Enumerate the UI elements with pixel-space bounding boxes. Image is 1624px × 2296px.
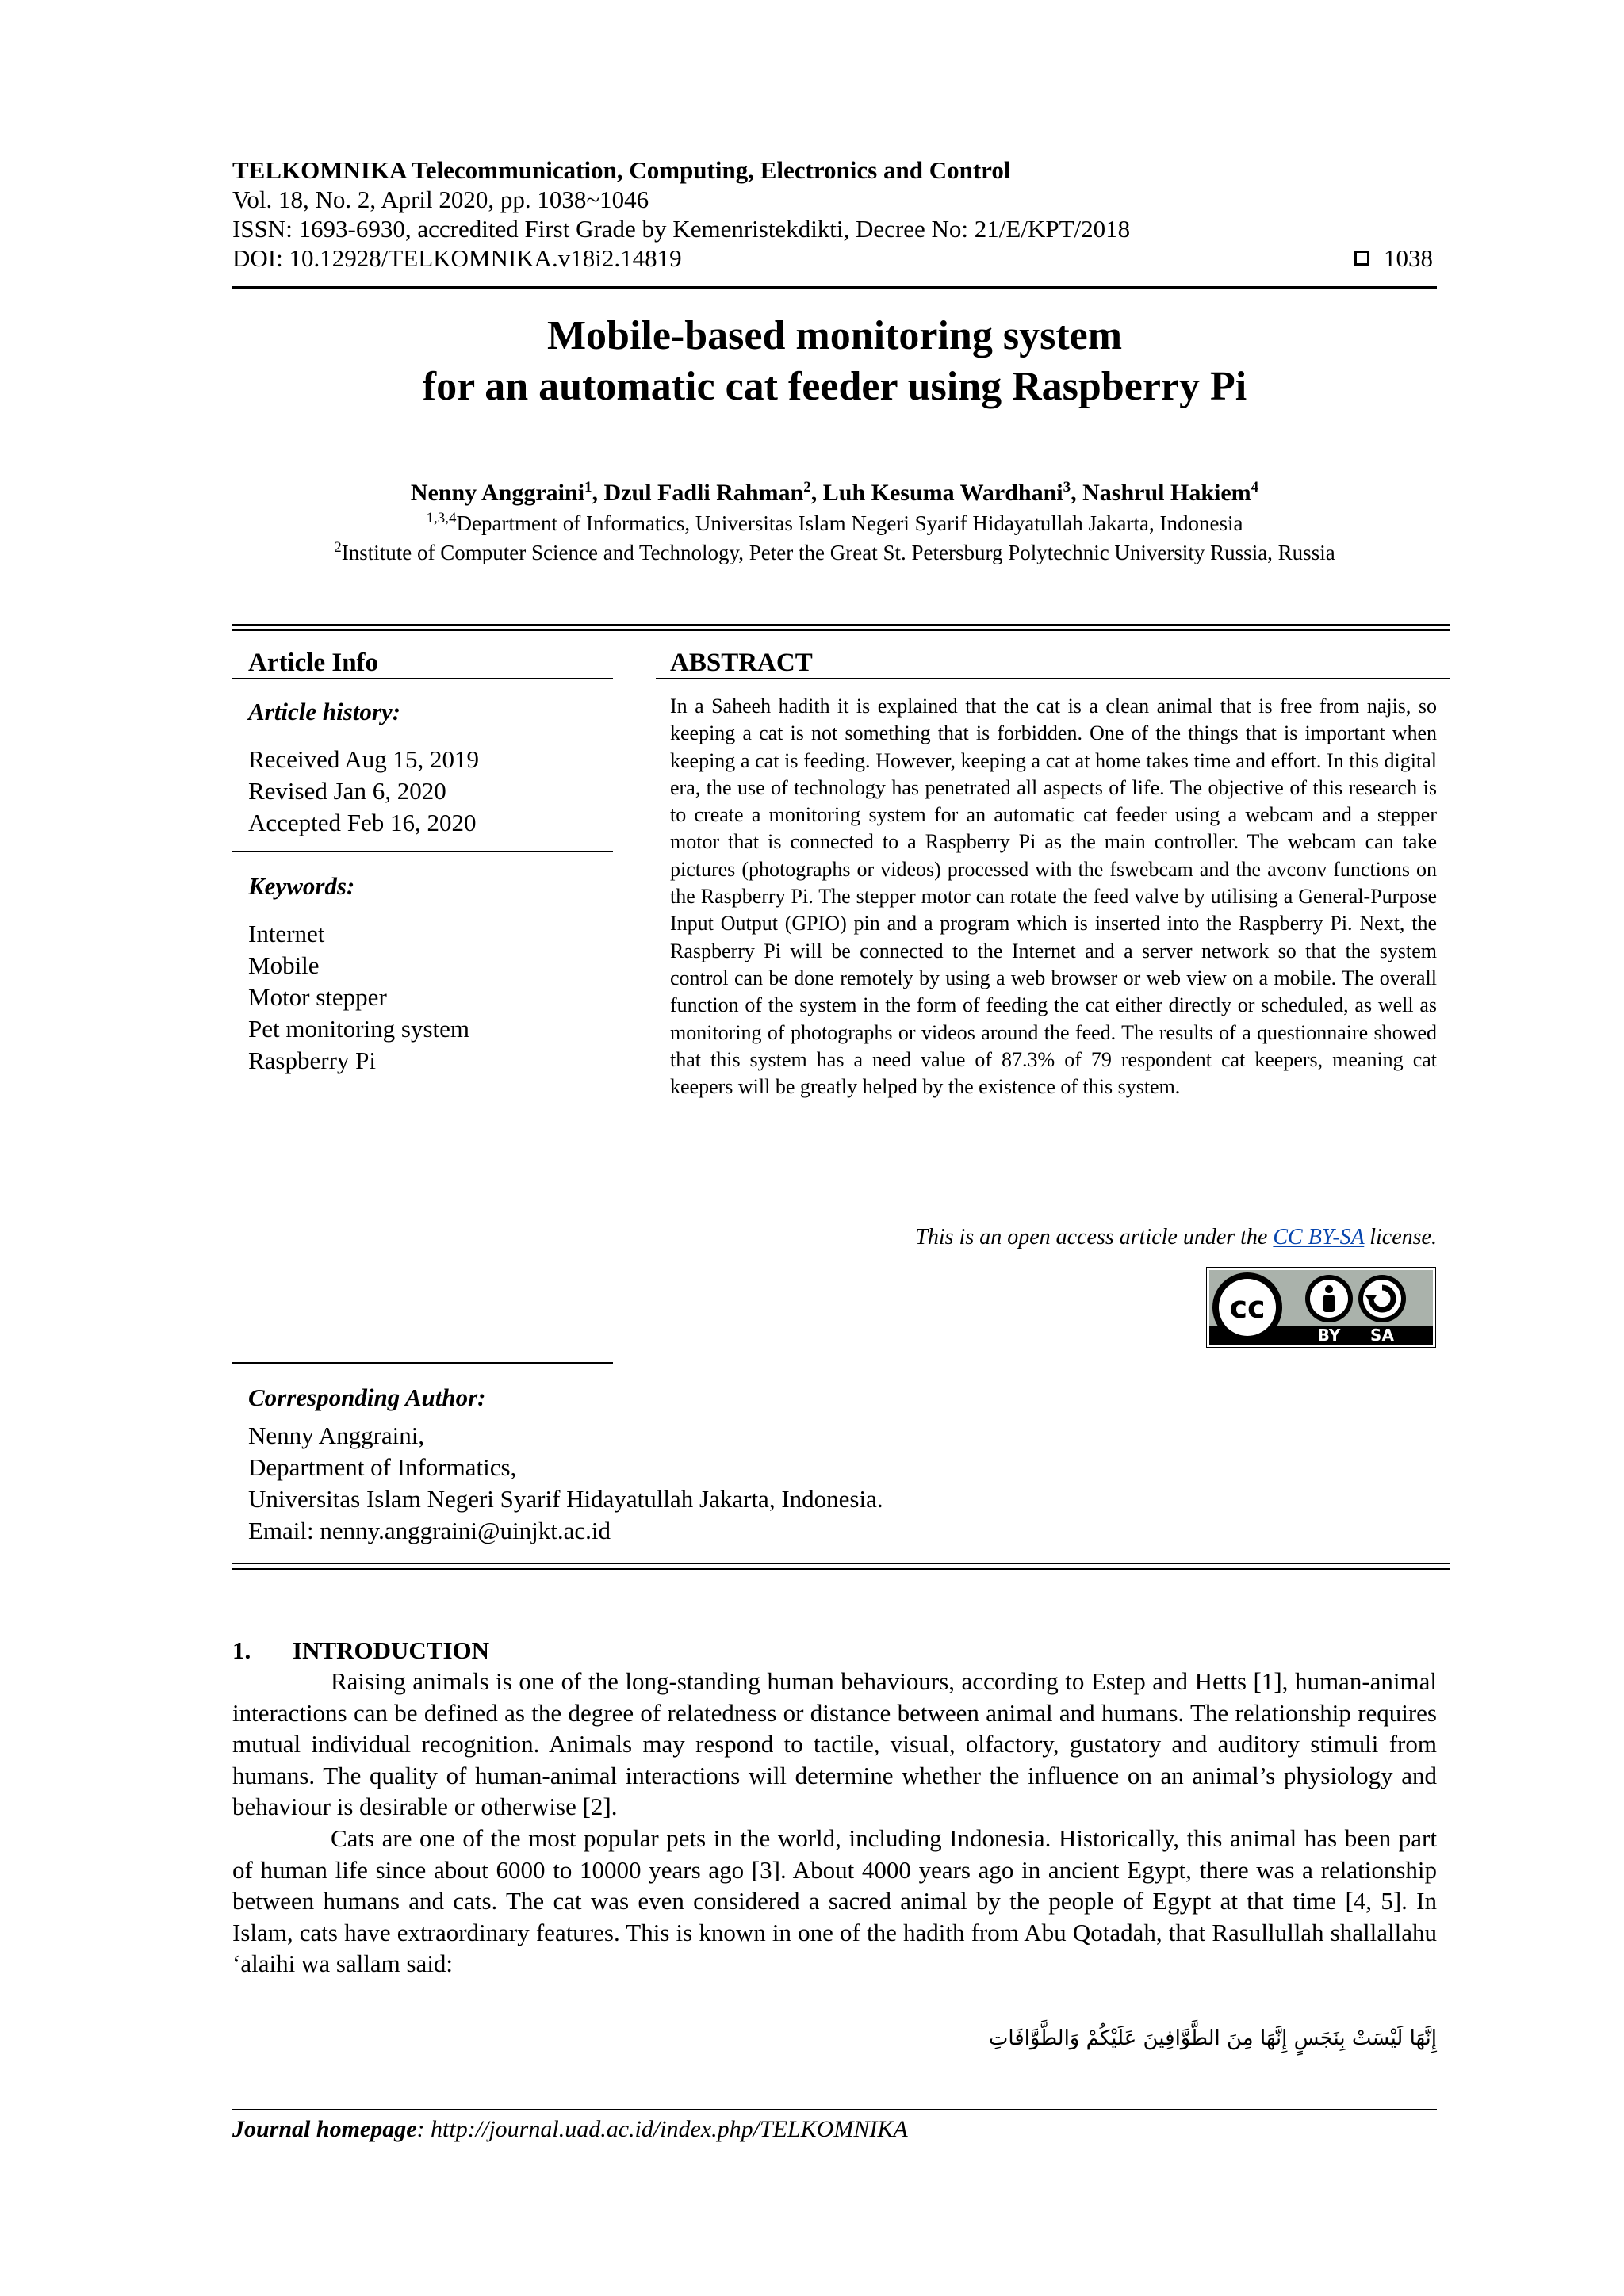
article-info-rule	[232, 678, 613, 679]
affiliation-text: Department of Informatics, Universitas Islam Negeri Syarif Hidayatullah Jakarta, Indonesia	[456, 511, 1243, 535]
license-link[interactable]: CC BY-SA	[1273, 1225, 1365, 1249]
license-prefix: This is an open access article under the	[915, 1225, 1274, 1249]
corresponding-author	[248, 1382, 1438, 1547]
corresponding-line: Department of Informatics,	[248, 1453, 517, 1481]
cc-label: cc	[1229, 1290, 1266, 1325]
abstract-rule	[656, 678, 1450, 679]
abstract-text: In a Saheeh hadith it is explained that the cat is a clean animal that is free from najis, so keeping a cat is not something that is forbidden. One of the things that is important when keeping a cat is feeding. However, keeping a cat at home takes time and effort. In this digital era, the use of technology has penetrated all aspects of life. The objective of this research is to create a monitoring system for an automatic cat feeder using a webcam and a stepper motor that is connected to a Raspberry Pi as the main controller. The webcam can take pictures (photographs or videos) processed with the fswebcam and the avconv functions on the Raspberry Pi. The stepper motor can rotate the feed valve by utilising a General-Purpose Input Output (GPIO) pin and a program which is inserted into the Raspberry Pi. Next, the Raspberry Pi will be connected to the Internet and a server network so that the system control can be done remotely by using a web browser or web view on a mobile. The overall function of the system in the form of feeding the cat either directly or scheduled, as well as monitoring of photographs or videos around the feed. The results of a questionnaire showed that this system has a need value of 87.3% of 79 respondent cat keepers, meaning cat keepers will be greatly helped by the existence of this system.	[670, 695, 1437, 1099]
author-name: Dzul Fadli Rahman	[603, 480, 804, 506]
corresponding-line: Universitas Islam Negeri Syarif Hidayatullah Jakarta, Indonesia.	[248, 1485, 883, 1513]
journal-header	[232, 155, 1438, 273]
arabic-hadith: إِنَّهَا لَيْسَتْ بِنَجَسٍ إِنَّهَا مِنَ الطَّوَّافِينَ عَلَيْكُمْ وَالطَّوَّافَاتِ	[988, 2026, 1437, 2050]
sa-label: SA	[1370, 1326, 1394, 1345]
history-rule	[232, 851, 613, 852]
page-number: 1038	[1384, 244, 1433, 272]
affiliation-1	[232, 505, 1437, 537]
corresponding-details	[248, 1420, 1438, 1547]
doi-row	[232, 243, 1438, 273]
author-sup: 4	[1251, 479, 1259, 496]
affiliation-sup: 1,3,4	[426, 510, 457, 526]
body-paragraph: Raising animals is one of the long-standing human behaviours, according to Estep and Hetts [1], human-animal interactions can be defined as the degree of relatedness or distance between animal and humans. The relationship requires mutual individual recognition. Animals may respond to tactile, visual, olfactory, gustatory and auditory stimuli from humans. The quality of human-animal interactions will determine whether the influence on an animal’s physiology and behaviour is desirable or otherwise [2].	[232, 1667, 1437, 1821]
issn-info: ISSN: 1693-6930, accredited First Grade by Kemenristekdikti, Decree No: 21/E/KPT/2018	[232, 215, 1131, 243]
journal-name: TELKOMNIKA Telecommunication, Computing, Electronics and Control	[232, 156, 1011, 184]
list-item: Received Aug 15, 2019	[248, 745, 480, 773]
keywords-rule	[232, 1362, 613, 1364]
author-name: Luh Kesuma Wardhani	[822, 480, 1063, 506]
keywords-label: Keywords:	[248, 872, 355, 900]
square-icon	[1354, 251, 1369, 266]
list-item: Pet monitoring system	[248, 1015, 469, 1043]
doi-info: DOI: 10.12928/TELKOMNIKA.v18i2.14819	[232, 244, 682, 272]
author-name: Nashrul Hakiem	[1082, 480, 1251, 506]
list-item: Mobile	[248, 951, 320, 979]
author-sup: 2	[803, 479, 811, 496]
author-sup: 3	[1063, 479, 1071, 496]
paper-title	[232, 311, 1437, 412]
article-history-list	[248, 744, 613, 839]
section-number: 1.	[232, 1636, 251, 1664]
header-rule	[232, 286, 1437, 289]
double-rule-bottom	[232, 1563, 1450, 1570]
license-suffix: license.	[1364, 1225, 1437, 1249]
footer-rule	[232, 2109, 1437, 2110]
section-heading-introduction	[232, 1636, 489, 1666]
footer-url[interactable]: : http://journal.uad.ac.id/index.php/TELKOMNIKA	[416, 2116, 908, 2142]
author-sep: ,	[1071, 480, 1083, 506]
cc-by-sa-icon[interactable]	[1206, 1267, 1436, 1348]
license-statement	[670, 1223, 1437, 1252]
volume-info: Vol. 18, No. 2, April 2020, pp. 1038~1046	[232, 186, 649, 213]
corresponding-label: Corresponding Author:	[248, 1383, 486, 1411]
corresponding-email[interactable]: Email: nenny.anggraini@uinjkt.ac.id	[248, 1517, 611, 1544]
keywords-list	[248, 918, 613, 1077]
article-history-label: Article history:	[248, 698, 401, 725]
corresponding-line: Nenny Anggraini,	[248, 1422, 425, 1449]
list-item: Revised Jan 6, 2020	[248, 777, 446, 805]
page-number-group	[1354, 243, 1433, 273]
abstract-heading: ABSTRACT	[670, 649, 813, 677]
affiliation-sup: 2	[334, 539, 342, 556]
list-item: Raspberry Pi	[248, 1047, 377, 1074]
list-item: Internet	[248, 920, 325, 947]
author-list	[232, 473, 1437, 507]
list-item: Accepted Feb 16, 2020	[248, 809, 477, 836]
author-sep: ,	[810, 480, 823, 506]
title-line-2: for an automatic cat feeder using Raspberry Pi	[422, 364, 1247, 409]
body-paragraph: Cats are one of the most popular pets in the world, including Indonesia. Historically, this animal has been part of human life since about 6000 to 10000 years ago [3]. About 4000 years ago in ancient Egypt, there was a relationship between humans and cats. The cat was even considered a sacred animal by the people of Egypt at that time [4, 5]. In Islam, cats have extraordinary features. This is known in one of the hadith from Abu Qotadah, that Rasullullah shallallahu ‘alaihi wa sallam said:	[232, 1823, 1437, 1978]
footer-label: Journal homepage	[232, 2116, 417, 2142]
title-line-1: Mobile-based monitoring system	[546, 313, 1123, 358]
author-sup: 1	[584, 479, 592, 496]
list-item: Motor stepper	[248, 983, 387, 1011]
journal-footer	[232, 2114, 908, 2145]
article-info-heading: Article Info	[248, 649, 379, 677]
by-label: BY	[1317, 1326, 1341, 1345]
introduction-body	[232, 1666, 1437, 1980]
affiliation-2	[232, 534, 1437, 566]
author-sep: ,	[592, 480, 604, 506]
affiliation-text: Institute of Computer Science and Technology, Peter the Great St. Petersburg Polytechnic University Russia, Russia	[341, 541, 1335, 564]
author-name: Nenny Anggraini	[410, 480, 585, 506]
section-title: INTRODUCTION	[293, 1636, 490, 1664]
double-rule-top	[232, 624, 1450, 631]
